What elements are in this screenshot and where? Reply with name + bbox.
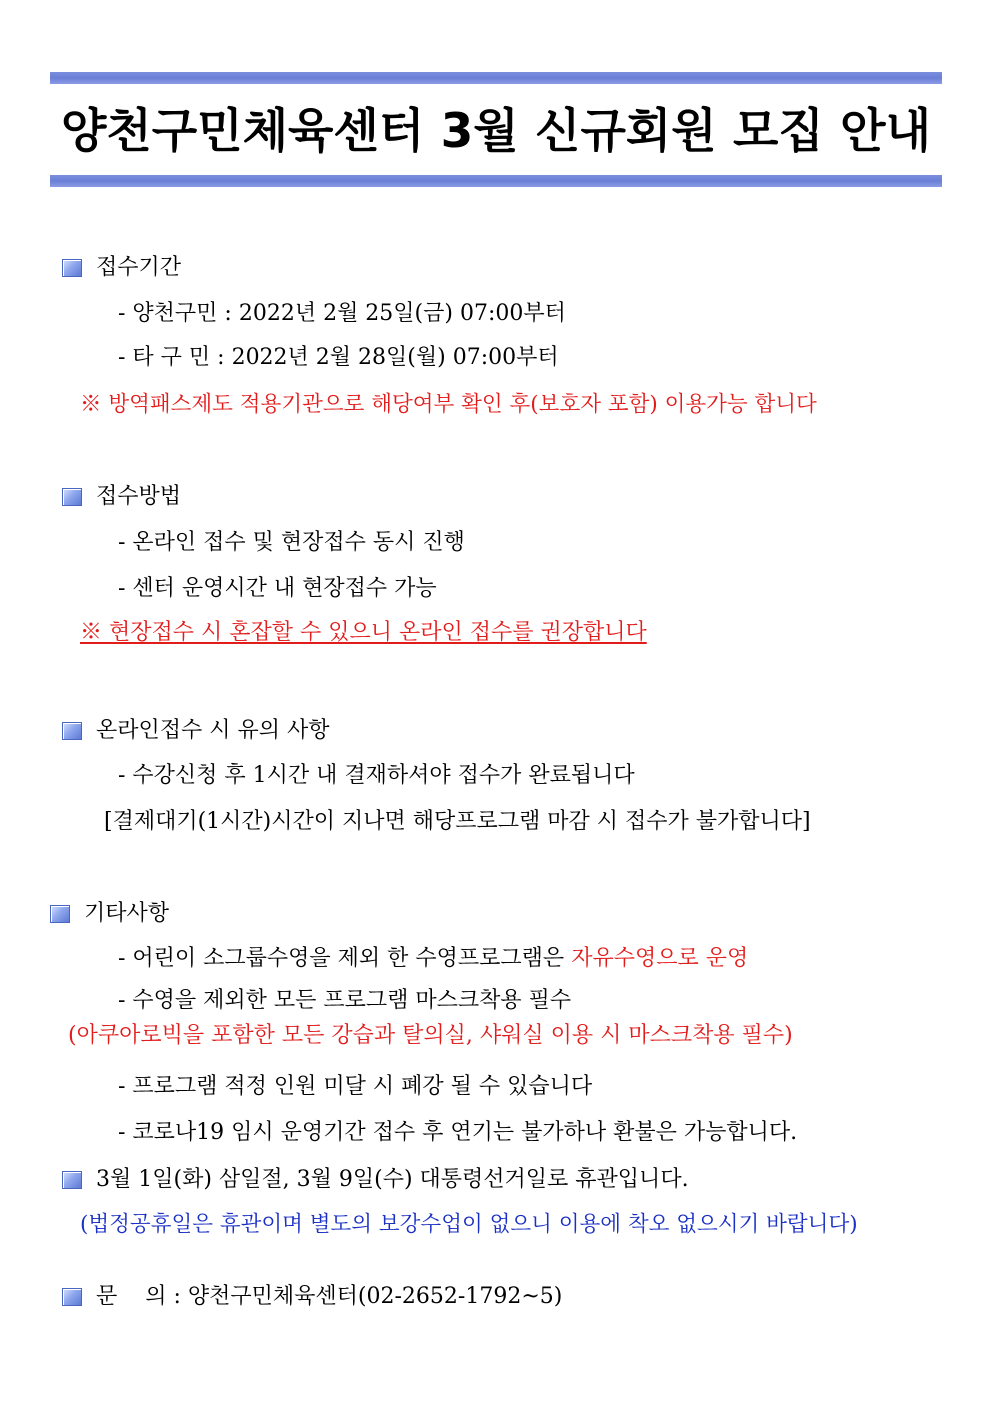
section-heading-inquiry	[62, 1282, 562, 1312]
holiday-note: (법정공휴일은 휴관이며 별도의 보강수업이 없으니 이용에 착오 없으시기 바랍니다)	[80, 1212, 858, 1237]
square-bullet-icon	[50, 905, 70, 923]
section-heading-reception-method	[62, 482, 181, 512]
heading-label: 접수기간	[96, 255, 182, 280]
payment-wait-note: [결제대기(1시간)시간이 지나면 해당프로그램 마감 시 접수가 불가합니다]	[104, 809, 811, 834]
list-item: - 프로그램 적정 인원 미달 시 폐강 될 수 있습니다	[118, 1074, 593, 1099]
heading-label: 기타사항	[84, 901, 170, 926]
section-heading-etc	[50, 899, 169, 929]
free-swim-highlight: 자유수영으로 운영	[571, 946, 749, 971]
quarantine-pass-note: ※ 방역패스제도 적용기관으로 해당여부 확인 후(보호자 포함) 이용가능 합니다	[80, 392, 817, 417]
title-top-bar	[50, 72, 942, 84]
section-heading-online-notes	[62, 716, 330, 746]
list-item: - 센터 운영시간 내 현장접수 가능	[118, 576, 437, 601]
swim-program-text: - 어린이 소그룹수영을 제외 한 수영프로그램은	[118, 946, 572, 971]
square-bullet-icon	[62, 1171, 82, 1189]
list-item: - 양천구민 : 2022년 2월 25일(금) 07:00부터	[118, 301, 566, 326]
heading-label: 3월 1일(화) 삼일절, 3월 9일(수) 대통령선거일로 휴관입니다.	[96, 1167, 689, 1192]
page-title: 양천구민체육센터 3월 신규회원 모집 안내	[61, 104, 931, 159]
square-bullet-icon	[62, 722, 82, 740]
square-bullet-icon	[62, 488, 82, 506]
heading-label: 접수방법	[96, 484, 182, 509]
online-recommendation-note: ※ 현장접수 시 혼잡할 수 있으니 온라인 접수를 권장합니다	[80, 620, 647, 645]
list-item	[118, 944, 748, 974]
heading-label: 온라인접수 시 유의 사항	[96, 718, 330, 743]
title-bottom-bar	[50, 175, 942, 187]
list-item: - 타 구 민 : 2022년 2월 28일(월) 07:00부터	[118, 345, 559, 370]
mask-required-note: (아쿠아로빅을 포함한 모든 강습과 탈의실, 샤워실 이용 시 마스크착용 필수)	[68, 1023, 793, 1048]
list-item: - 코로나19 임시 운영기간 접수 후 연기는 불가하나 환불은 가능합니다.	[118, 1120, 798, 1145]
list-item: - 수강신청 후 1시간 내 결재하셔야 접수가 완료됩니다	[118, 763, 635, 788]
square-bullet-icon	[62, 1288, 82, 1306]
inquiry-label: 문 의	[96, 1284, 167, 1309]
section-heading-reception-period	[62, 253, 181, 283]
list-item: - 수영을 제외한 모든 프로그램 마스크착용 필수	[118, 988, 572, 1013]
inquiry-contact: : 양천구민체육센터(02-2652-1792~5)	[166, 1284, 563, 1309]
section-heading-holiday	[62, 1165, 689, 1195]
list-item: - 온라인 접수 및 현장접수 동시 진행	[118, 530, 465, 555]
square-bullet-icon	[62, 259, 82, 277]
